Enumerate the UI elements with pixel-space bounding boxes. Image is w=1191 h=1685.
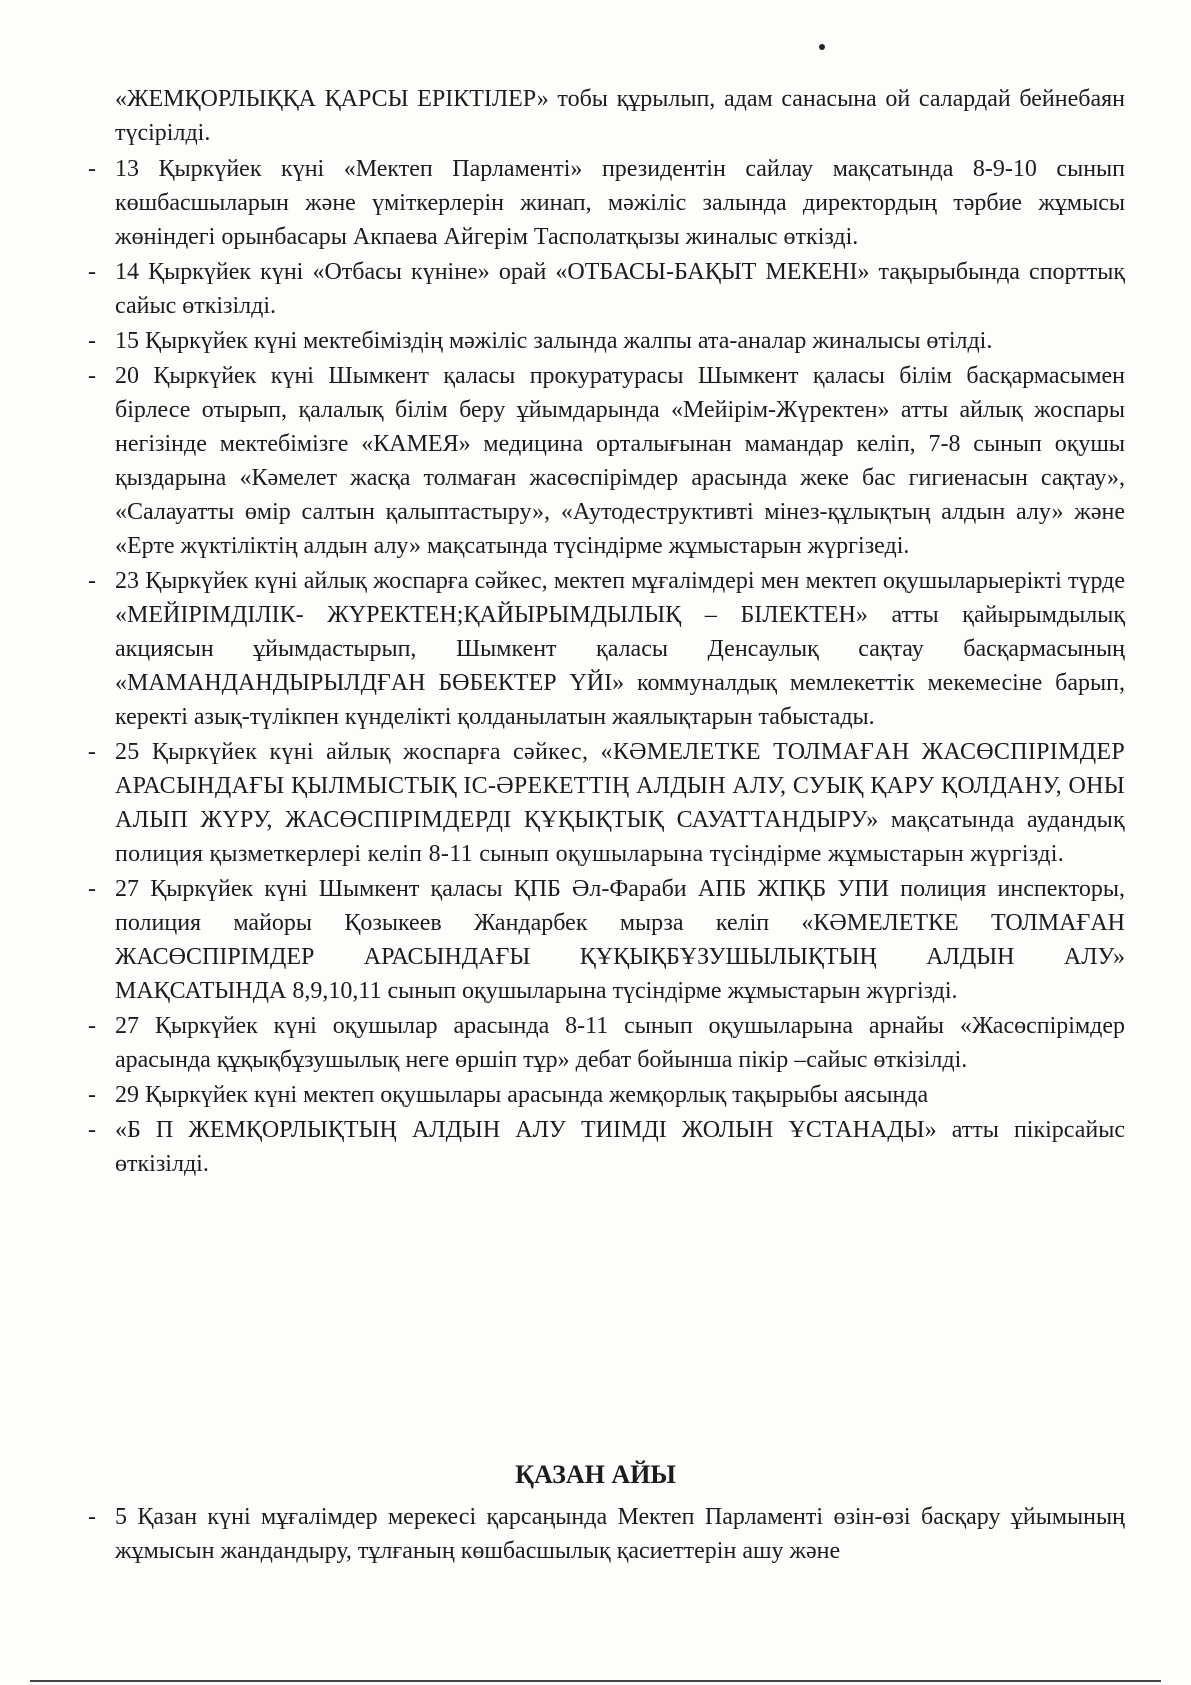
dash-bullet: -	[88, 1504, 96, 1530]
dash-bullet: -	[88, 568, 96, 594]
september-event-list	[0, 152, 1191, 1182]
item-text: 23 Қыркүйек күні айлық жоспарға сәйкес, мектеп мұғалімдері мен мектеп оқушыларыерікті түрде «МЕЙІРІМДІЛІК- ЖҮРЕКТЕН;ҚАЙЫРЫМДЫЛЫҚ – БІЛЕКТЕН» атты қайырымдылық акциясын ұйымдастырып, Шымкент қаласы Денсаулық сақтау басқармасының «МАМАНДАНДЫРЫЛДҒАН БӨБЕКТЕР ҮЙІ» коммуналдық мемлекеттік мекемесіне барып, керекті азық-түлікпен күнделікті қолданылатын жаялықтарын табыстады.	[115, 568, 1125, 730]
list-item	[88, 152, 1125, 254]
item-text: 29 Қыркүйек күні мектеп оқушылары арасында жемқорлық тақырыбы аясында	[115, 1082, 929, 1108]
list-item	[88, 255, 1125, 323]
list-item	[88, 359, 1125, 563]
list-item	[88, 1009, 1125, 1077]
dash-bullet: -	[88, 1082, 96, 1108]
list-item	[88, 564, 1125, 734]
item-text: 15 Қыркүйек күні мектебіміздің мәжіліс залында жалпы ата-аналар жиналысы өтілді.	[115, 328, 993, 354]
list-item	[87, 735, 1125, 871]
item-text: 14 Қыркүйек күні «Отбасы күніне» орай «ОТБАСЫ-БАҚЫТ МЕКЕНІ» тақырыбында спорттық сайыс өткізілді.	[115, 259, 1125, 319]
list-item	[88, 1500, 1125, 1568]
item-text: 27 Қыркүйек күні Шымкент қаласы ҚПБ Әл-Фараби АПБ ЖПҚБ УПИ полиция инспекторы, полиция майоры Қозыкеев Жандарбек мырза келіп «КӘМЕЛЕТКЕ ТОЛМАҒАН ЖАСӨСПІРІМДЕР АРАСЫНДАҒЫ ҚҰҚЫҚБҰЗУШЫЛЫҚТЫҢ АЛДЫН АЛУ» МАҚСАТЫНДА 8,9,10,11 сынып оқушыларына түсіндірме жұмыстарын жүргізді.	[115, 876, 1125, 1004]
list-item	[88, 1113, 1125, 1181]
dash-bullet: -	[87, 739, 97, 765]
dash-bullet: -	[88, 328, 96, 354]
list-item	[88, 324, 1125, 358]
month-heading: ҚАЗАН АЙЫ	[515, 1460, 676, 1489]
item-text: 25 Қыркүйек күні айлық жоспарға сәйкес, «КӘМЕЛЕТКЕ ТОЛМАҒАН ЖАСӨСПІРІМДЕР АРАСЫНДАҒЫ ҚЫЛМЫСТЫҚ ІС-ӘРЕКЕТТІҢ АЛДЫН АЛУ, СУЫҚ ҚАРУ ҚОЛДАНУ, ОНЫ АЛЫП ЖҮРУ, ЖАСӨСПІРІМДЕРДІ ҚҰҚЫҚТЫҚ САУАТТАНДЫРУ» мақсатында аудандық полиция қызметкерлері келіп 8-11 сынып оқушыларына түсіндірме жұмыстарын жүргізді.	[115, 739, 1125, 867]
item-text: 20 Қыркүйек күні Шымкент қаласы прокуратурасы Шымкент қаласы білім басқармасымен бірлесе отырып, қалалық білім беру ұйымдарында «Мейірім-Жүректен» атты айлық жоспары негізінде мектебімізге «КАМЕЯ» медицина орталығынан мамандар келіп, 7-8 сынып оқушы қыздарына «Кәмелет жасқа толмаған жасөспірімдер арасында жеке бас гигиенасын сақтау», «Салауатты өмір салтын қалыптастыру», «Аутодеструктивті мінез-құлықтың алдын алу» және «Ерте жүктіліктің алдын алу» мақсатында түсіндірме жұмыстарын жүргізеді.	[115, 363, 1125, 559]
dash-bullet: -	[88, 1013, 96, 1039]
list-item	[88, 1078, 1125, 1112]
page-bottom-edge	[30, 1680, 1161, 1682]
list-item	[88, 872, 1125, 1008]
dash-bullet: -	[88, 259, 96, 285]
ink-dot	[819, 44, 825, 50]
dash-bullet: -	[88, 1117, 96, 1143]
dash-bullet: -	[88, 156, 96, 182]
item-text: 13 Қыркүйек күні «Мектеп Парламенті» президентін сайлау мақсатында 8-9-10 сынып көшбасшыларын және үміткерлерін жинап, мәжіліс залында директордың тәрбие жұмысы жөніндегі орынбасары Акпаева Айгерім Тасполатқызы жиналыс өткізді.	[115, 156, 1125, 250]
item-text: 27 Қыркүйек күні оқушылар арасында 8-11 сынып оқушыларына арнайы «Жасөспірімдер арасында құқықбұзушылық неге өршіп тұр» дебат бойынша пікір –сайыс өткізілді.	[115, 1013, 1125, 1073]
dash-bullet: -	[88, 876, 96, 902]
dash-bullet: -	[88, 363, 96, 389]
october-event-list	[0, 1500, 1191, 1569]
intro-paragraph: «ЖЕМҚОРЛЫҚҚА ҚАРСЫ ЕРІКТІЛЕР» тобы құрылып, адам санасына ой салардай бейнебаян түсірілді.	[115, 86, 1125, 146]
item-text: 5 Қазан күні мұғалімдер мерекесі қарсаңында Мектеп Парламенті өзін-өзі басқару ұйымының жұмысын жандандыру, тұлғаның көшбасшылық қасиеттерін ашу және	[115, 1504, 1125, 1564]
item-text: «Б П ЖЕМҚОРЛЫҚТЫҢ АЛДЫН АЛУ ТИІМДІ ЖОЛЫН ҰСТАНАДЫ» атты пікірсайыс өткізілді.	[115, 1117, 1125, 1177]
